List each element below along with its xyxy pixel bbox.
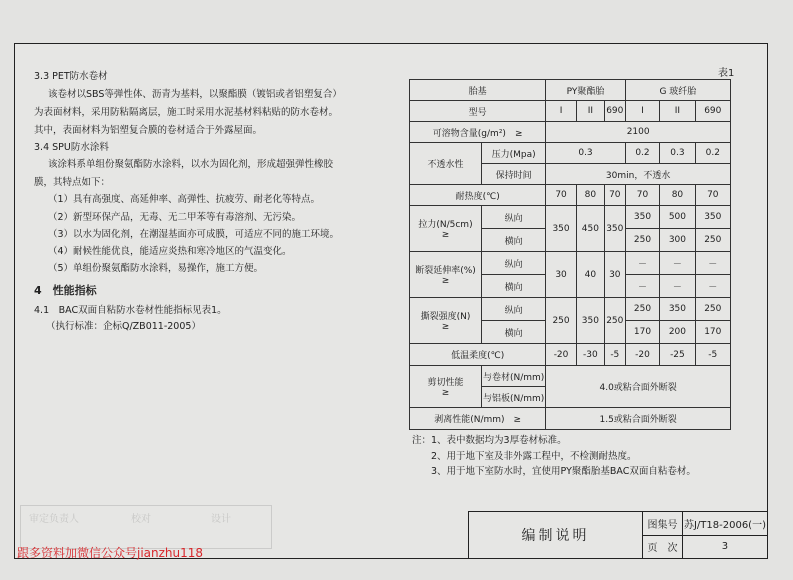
transverse-label: 横向 <box>481 321 545 344</box>
section-3-3-para-line1: 该卷材以SBS等弹性体、沥青为基料，以聚酯膜（镀铝或者铝塑复合） <box>48 89 342 100</box>
table-notes <box>412 433 696 480</box>
tensile-g-long: 350 <box>625 206 660 229</box>
heat-cell: 70 <box>695 185 730 206</box>
faded-stamp <box>20 505 272 549</box>
note-line: 注：1、表中数据均为3厚卷材标准。 <box>412 435 567 446</box>
section-4-1-line2: （执行标准：企标Q/ZB011-2005） <box>46 321 201 332</box>
ge-symbol: ≥ <box>441 276 450 286</box>
peel-label: 剥离性能(N/mm) ≥ <box>410 408 546 430</box>
model-cell: I <box>546 101 577 122</box>
peel-value: 1.5或粘合面外断裂 <box>546 408 731 430</box>
elongation-label <box>410 252 482 298</box>
hold-time-value: 30min，不透水 <box>546 164 731 185</box>
pressure-py: 0.3 <box>546 143 625 164</box>
title-block <box>468 511 768 559</box>
heat-cell: 80 <box>576 185 604 206</box>
pressure-g: 0.3 <box>660 143 695 164</box>
header-g: G 玻纤胎 <box>625 80 730 101</box>
cold-cell: -30 <box>576 344 604 366</box>
dash-cell: － <box>695 275 730 298</box>
section-3-3-para-line3: 其中，表面材料为铝塑复合膜的卷材适合于外露屋面。 <box>34 125 263 136</box>
ge-symbol: ≥ <box>441 322 450 332</box>
watermark-text: 跟多资料加微信公众号jianzhu118 <box>17 546 204 560</box>
page-number-value: 3 <box>682 535 767 559</box>
atlas-number-value: 苏J/T18-2006(一) <box>682 512 767 536</box>
tensile-label-text: 拉力(N/5cm) <box>418 220 473 230</box>
tear-py: 250 <box>604 298 625 344</box>
tear-label <box>410 298 482 344</box>
stamp-text: 校对 <box>131 514 151 525</box>
dash-cell: － <box>695 252 730 275</box>
section-4-1-line1: 4.1 BAC双面自粘防水卷材性能指标见表1。 <box>34 305 227 316</box>
feature-item-3: （3）以水为固化剂，在潮湿基面亦可成膜，可适应不同的施工环境。 <box>48 229 340 240</box>
longitudinal-label: 纵向 <box>481 252 545 275</box>
cold-flex-label: 低温柔度(℃) <box>410 344 546 366</box>
shear-label <box>410 366 482 408</box>
soluble-label: 可溶物含量(g/m²) ≥ <box>410 122 546 143</box>
section-3-3-para-line2: 为表面材料，采用防粘隔离层，施工时采用水泥基材料粘贴的防水卷材。 <box>34 107 339 118</box>
longitudinal-label: 纵向 <box>481 298 545 321</box>
note-line: 3、用于地下室防水时，宜使用PY聚酯胎基BAC双面自粘卷材。 <box>412 466 696 477</box>
tensile-g-long: 350 <box>695 206 730 229</box>
table-reference: 表1 <box>718 68 735 79</box>
soluble-value: 2100 <box>546 122 731 143</box>
tear-g-trans: 200 <box>660 321 695 344</box>
feature-item-4: （4）耐候性能优良，能适应炎热和寒冷地区的气温变化。 <box>48 246 292 257</box>
elongation-py: 30 <box>546 252 577 298</box>
tear-py: 350 <box>576 298 604 344</box>
impermeability-label: 不透水性 <box>410 143 482 185</box>
tear-g-long: 250 <box>695 298 730 321</box>
shear-label-text: 剪切性能 <box>427 378 464 388</box>
longitudinal-label: 纵向 <box>481 206 545 229</box>
elongation-label-text: 断裂延伸率(%) <box>415 266 476 276</box>
model-cell: II <box>660 101 695 122</box>
shear-alu-label: 与铝板(N/mm) <box>481 387 545 408</box>
header-base: 胎基 <box>410 80 546 101</box>
pressure-label: 压力(Mpa) <box>481 143 545 164</box>
tensile-g-trans: 250 <box>695 229 730 252</box>
section-4-title: 4 性能指标 <box>34 284 97 297</box>
pressure-g: 0.2 <box>695 143 730 164</box>
section-3-4-para-line2: 膜，其特点如下： <box>34 177 111 188</box>
heat-cell: 70 <box>546 185 577 206</box>
feature-item-5: （5）单组份聚氨酯防水涂料，易操作，施工方便。 <box>48 263 264 274</box>
tear-g-trans: 170 <box>695 321 730 344</box>
stamp-text: 审定负责人 <box>29 514 79 525</box>
tensile-label <box>410 206 482 252</box>
cold-cell: -5 <box>695 344 730 366</box>
cold-cell: -20 <box>625 344 660 366</box>
atlas-number-label: 图集号 <box>643 512 683 536</box>
heat-cell: 80 <box>660 185 695 206</box>
dash-cell: － <box>660 252 695 275</box>
dash-cell: － <box>625 252 660 275</box>
tensile-g-long: 500 <box>660 206 695 229</box>
shear-value: 4.0或粘合面外断裂 <box>546 366 731 408</box>
hold-time-label: 保持时间 <box>481 164 545 185</box>
model-cell: I <box>625 101 660 122</box>
tensile-g-trans: 300 <box>660 229 695 252</box>
heat-cell: 70 <box>604 185 625 206</box>
tear-label-text: 撕裂强度(N) <box>420 312 471 322</box>
dash-cell: － <box>660 275 695 298</box>
ge-symbol: ≥ <box>441 388 450 398</box>
section-3-4-title: 3.4 SPU防水涂料 <box>34 142 109 153</box>
note-line: 2、用于地下室及非外露工程中，不检测耐热度。 <box>412 450 637 462</box>
stamp-text: 设计 <box>211 514 231 525</box>
cold-cell: -20 <box>546 344 577 366</box>
tensile-py: 350 <box>604 206 625 252</box>
tensile-g-trans: 250 <box>625 229 660 252</box>
title-block-main: 编制说明 <box>469 512 643 559</box>
feature-item-2: （2）新型环保产品，无毒、无二甲苯等有毒溶剂、无污染。 <box>48 212 302 223</box>
feature-item-1: （1）具有高强度、高延伸率、高弹性、抗疲劳、耐老化等特点。 <box>48 194 321 205</box>
tear-g-long: 350 <box>660 298 695 321</box>
cold-cell: -25 <box>660 344 695 366</box>
model-cell: II <box>576 101 604 122</box>
pressure-g: 0.2 <box>625 143 660 164</box>
heat-cell: 70 <box>625 185 660 206</box>
shear-coil-label: 与卷材(N/mm) <box>481 366 545 387</box>
transverse-label: 横向 <box>481 229 545 252</box>
section-3-3-title: 3.3 PET防水卷材 <box>34 71 108 82</box>
header-py: PY聚酯胎 <box>546 80 625 101</box>
model-cell: 690 <box>604 101 625 122</box>
tensile-py: 450 <box>576 206 604 252</box>
heat-label: 耐热度(℃) <box>410 185 546 206</box>
elongation-py: 30 <box>604 252 625 298</box>
ge-symbol: ≥ <box>441 230 450 240</box>
section-3-4-para-line1: 该涂料系单组份聚氨酯防水涂料，以水为固化剂，形成超强弹性橡胶 <box>48 159 334 170</box>
header-model: 型号 <box>410 101 546 122</box>
tear-py: 250 <box>546 298 577 344</box>
cold-cell: -5 <box>604 344 625 366</box>
elongation-py: 40 <box>576 252 604 298</box>
model-cell: 690 <box>695 101 730 122</box>
page-number-label: 页 次 <box>643 535 683 559</box>
transverse-label: 横向 <box>481 275 545 298</box>
performance-table <box>409 79 731 430</box>
dash-cell: － <box>625 275 660 298</box>
tear-g-trans: 170 <box>625 321 660 344</box>
tensile-py: 350 <box>546 206 577 252</box>
tear-g-long: 250 <box>625 298 660 321</box>
